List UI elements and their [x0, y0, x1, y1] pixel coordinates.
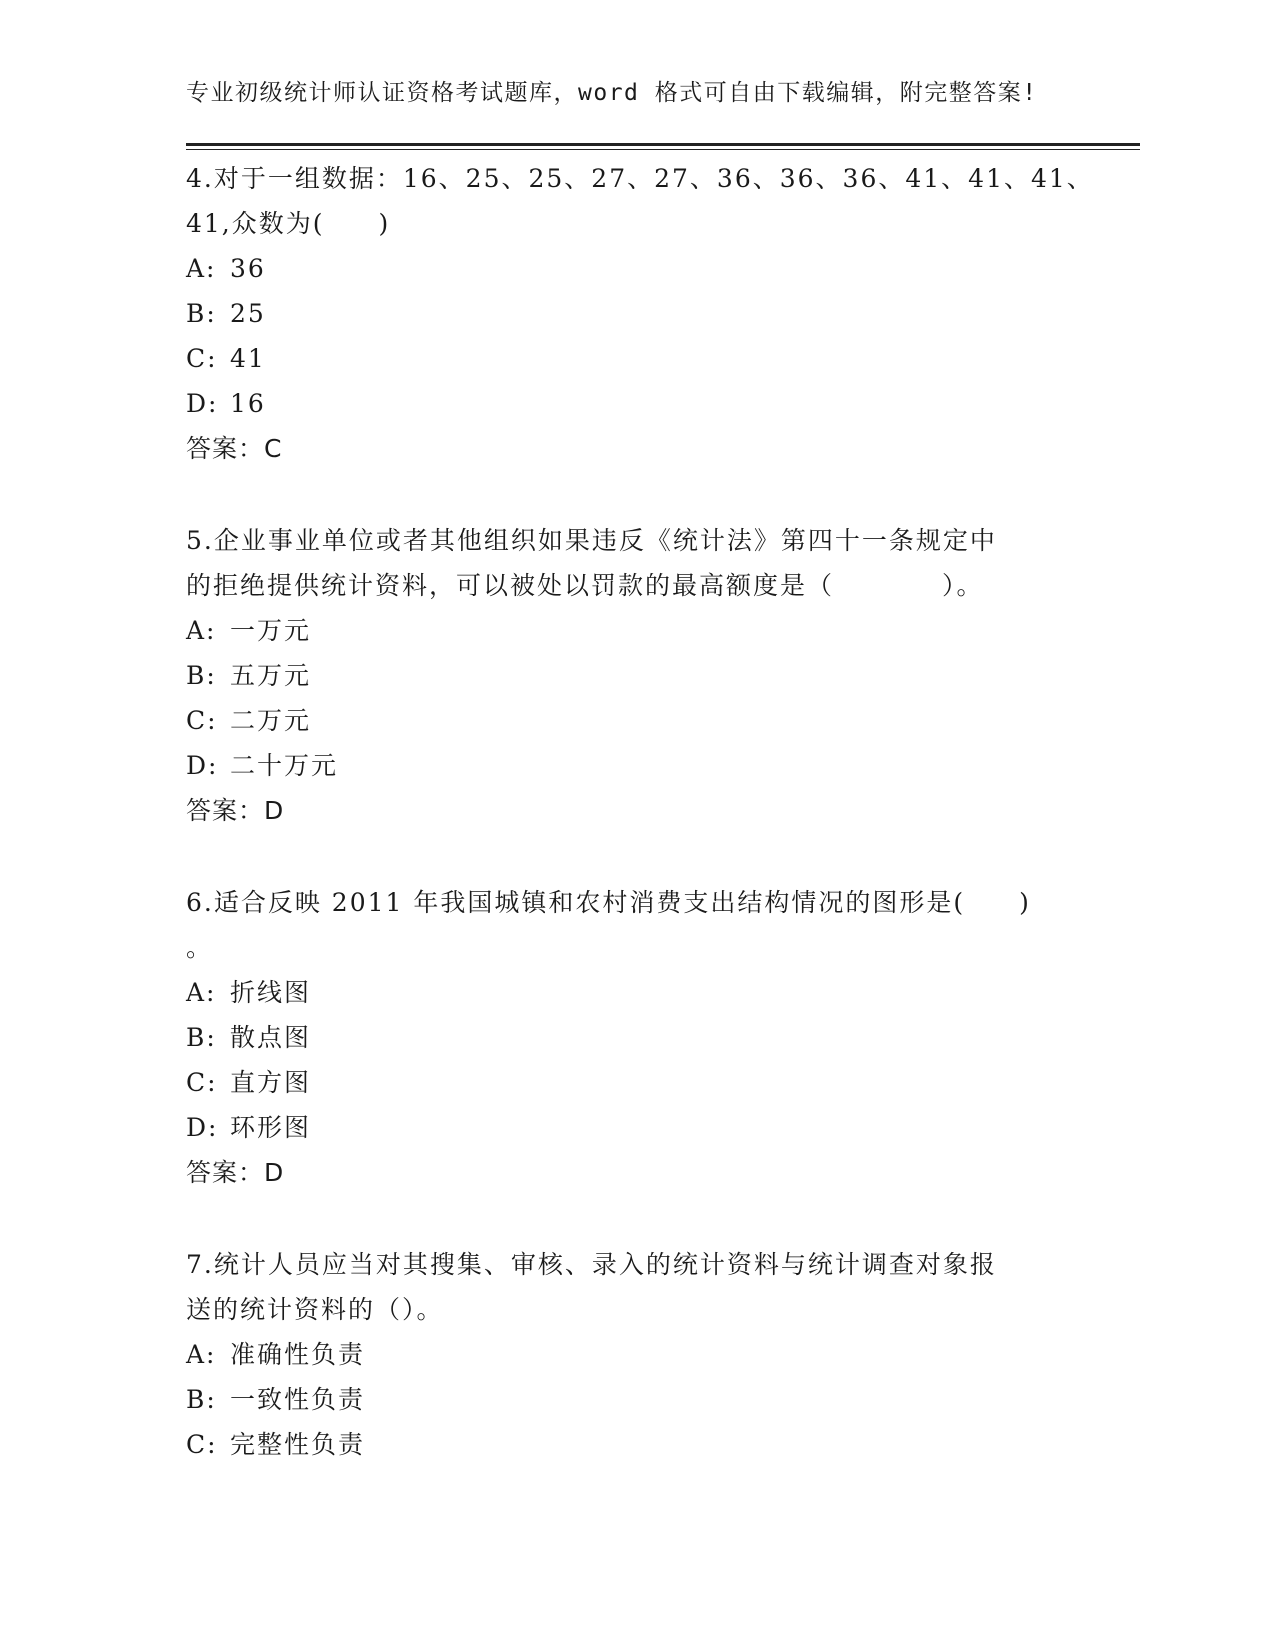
question-text: 4.对于一组数据：16、25、25、27、27、36、36、36、41、41、41、: [186, 164, 1094, 193]
option-key: C:: [186, 1068, 218, 1097]
question-text: 。: [186, 933, 214, 962]
option-text: 一万元: [230, 616, 312, 645]
option-text: 准确性负责: [230, 1340, 366, 1369]
option-b: [186, 1377, 1086, 1422]
option-text: 41: [230, 344, 266, 373]
option-key: C:: [186, 344, 218, 373]
option-key: B:: [186, 1385, 217, 1414]
option-key: A:: [186, 616, 217, 645]
option-text: 一致性负责: [230, 1385, 366, 1414]
option-a: [186, 246, 1086, 291]
option-key: D:: [186, 751, 219, 780]
spacer: [186, 471, 1086, 518]
question-4: [186, 156, 1094, 471]
option-a: [186, 1332, 1086, 1377]
option-text: 16: [230, 389, 266, 418]
question-text: 7.统计人员应当对其搜集、审核、录入的统计资料与统计调查对象报: [186, 1250, 997, 1279]
option-text: 环形图: [230, 1113, 312, 1142]
option-d: [186, 1105, 1086, 1150]
option-key: A:: [186, 1340, 217, 1369]
question-5: [186, 518, 1086, 833]
option-text: 36: [230, 254, 266, 283]
option-key: B:: [186, 1023, 217, 1052]
option-text: 完整性负责: [230, 1430, 366, 1459]
page-header: 专业初级统计师认证资格考试题库，word 格式可自由下载编辑，附完整答案!: [186, 80, 1038, 106]
option-a: [186, 608, 1086, 653]
question-text: 41,众数为( ): [186, 209, 391, 238]
option-key: D:: [186, 389, 219, 418]
spacer: [186, 1195, 1086, 1242]
answer: 答案：D: [186, 796, 285, 825]
option-text: 二十万元: [230, 751, 339, 780]
question-text: 5.企业事业单位或者其他组织如果违反《统计法》第四十一条规定中: [186, 526, 997, 555]
option-key: A:: [186, 978, 217, 1007]
option-text: 二万元: [230, 706, 312, 735]
option-d: [186, 381, 1086, 426]
option-text: 折线图: [230, 978, 312, 1007]
option-text: 散点图: [230, 1023, 312, 1052]
option-key: B:: [186, 661, 217, 690]
option-b: [186, 1015, 1086, 1060]
option-c: [186, 1422, 1086, 1467]
question-7: [186, 1242, 1086, 1467]
option-text: 25: [230, 299, 266, 328]
option-d: [186, 743, 1086, 788]
header-rule-thin: [186, 149, 1140, 150]
option-key: C:: [186, 1430, 218, 1459]
question-6: [186, 880, 1086, 1195]
question-list: [186, 156, 1094, 1467]
option-key: B:: [186, 299, 217, 328]
option-text: 五万元: [230, 661, 312, 690]
option-a: [186, 970, 1086, 1015]
question-text: 的拒绝提供统计资料，可以被处以罚款的最高额度是（ ）。: [186, 571, 984, 600]
answer: 答案：D: [186, 1158, 285, 1187]
option-key: D:: [186, 1113, 219, 1142]
option-text: 直方图: [230, 1068, 312, 1097]
question-text: 送的统计资料的（）。: [186, 1295, 444, 1324]
option-key: C:: [186, 706, 218, 735]
answer: 答案：C: [186, 434, 283, 463]
option-b: [186, 291, 1086, 336]
option-c: [186, 698, 1086, 743]
question-text: 6.适合反映 2011 年我国城镇和农村消费支出结构情况的图形是( ): [186, 888, 1031, 917]
spacer: [186, 833, 1086, 880]
option-key: A:: [186, 254, 217, 283]
option-c: [186, 1060, 1086, 1105]
option-c: [186, 336, 1086, 381]
option-b: [186, 653, 1086, 698]
header-rule: [186, 143, 1140, 146]
